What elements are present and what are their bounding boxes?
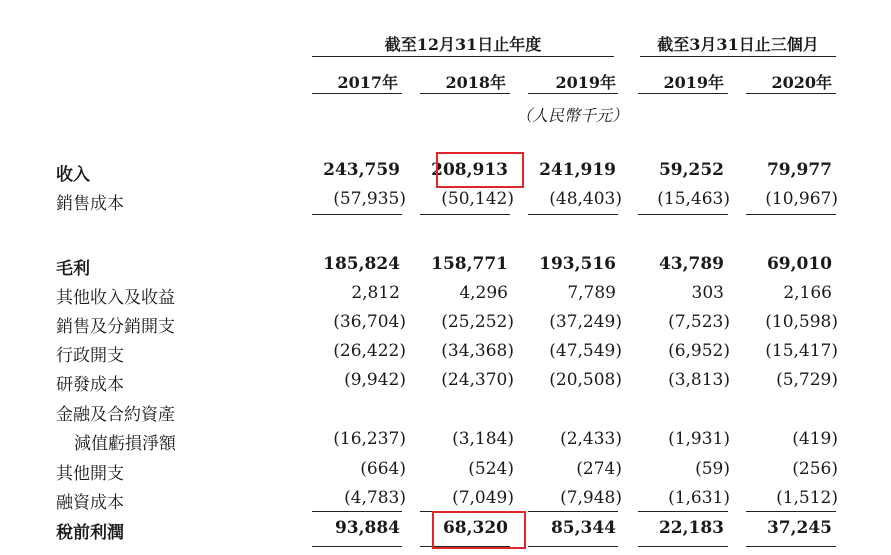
year-header-q2020: 2020年 [771, 73, 832, 92]
cell-other-expenses-2018: (524) [468, 459, 514, 479]
cell-impairment-q2020: (419) [792, 429, 838, 449]
cell-profit-before-tax-q2020: 37,245 [766, 518, 832, 538]
row-label-financial-contract-assets: 金融及合約資產 [56, 405, 175, 425]
cell-admin-expenses-2017: (26,422) [333, 341, 406, 361]
subtotal-rule-2019 [528, 214, 618, 215]
cell-other-income-2018: 4,296 [459, 283, 508, 303]
row-label-other-expenses: 其他開支 [56, 464, 124, 484]
cell-selling-expenses-2019: (37,249) [549, 312, 622, 332]
row-label-rnd-costs: 研發成本 [56, 375, 124, 395]
highlight-box-profit-2018 [432, 511, 526, 549]
bottom-rule-q2020 [746, 546, 836, 547]
cell-revenue-2019: 241,919 [539, 160, 616, 180]
row-label-other-income: 其他收入及收益 [56, 288, 175, 308]
cell-revenue-q2020: 79,977 [766, 160, 832, 180]
cell-rnd-costs-2017: (9,942) [344, 370, 406, 390]
cell-rnd-costs-2019: (20,508) [549, 370, 622, 390]
cell-other-expenses-2019: (274) [576, 459, 622, 479]
row-label-revenue: 收入 [56, 165, 90, 185]
cell-cost-of-sales-2018: (50,142) [441, 189, 514, 209]
cell-gross-profit-2019: 193,516 [539, 254, 616, 274]
cell-other-expenses-2017: (664) [360, 459, 406, 479]
row-label-selling-expenses: 銷售及分銷開支 [56, 317, 175, 337]
cell-admin-expenses-q2019: (6,952) [668, 341, 730, 361]
year-header-2018: 2018年 [445, 73, 506, 92]
subtotal-rule-2017 [312, 214, 402, 215]
cell-gross-profit-2017: 185,824 [323, 254, 400, 274]
year-header-2019: 2019年 [555, 73, 616, 92]
cell-rnd-costs-2018: (24,370) [441, 370, 514, 390]
cell-cost-of-sales-2017: (57,935) [333, 189, 406, 209]
highlight-box-revenue-2018 [436, 152, 524, 188]
year-rule-q2019 [638, 93, 728, 94]
header-year-group: 截至12月31日止年度 [384, 35, 542, 54]
cell-profit-before-tax-2018: 68,320 [442, 518, 508, 538]
cell-other-income-q2019: 303 [691, 283, 724, 303]
cell-profit-before-tax-2019: 85,344 [550, 518, 616, 538]
cell-cost-of-sales-q2019: (15,463) [657, 189, 730, 209]
row-label-finance-costs: 融資成本 [56, 493, 124, 513]
row-label-admin-expenses: 行政開支 [56, 346, 124, 366]
cell-profit-before-tax-2017: 93,884 [334, 518, 400, 538]
cell-profit-before-tax-q2019: 22,183 [658, 518, 724, 538]
cell-finance-costs-q2020: (1,512) [776, 488, 838, 508]
cell-selling-expenses-2018: (25,252) [441, 312, 514, 332]
cell-other-income-q2020: 2,166 [783, 283, 832, 303]
cell-admin-expenses-2018: (34,368) [441, 341, 514, 361]
cell-admin-expenses-2019: (47,549) [549, 341, 622, 361]
row-label-cost-of-sales: 銷售成本 [56, 194, 124, 214]
cell-cost-of-sales-q2020: (10,967) [765, 189, 838, 209]
subtotal-rule-q2019 [638, 214, 728, 215]
cell-finance-costs-q2019: (1,631) [668, 488, 730, 508]
bottom-rule-2019 [528, 546, 618, 547]
total-rule-2017 [312, 511, 402, 512]
cell-impairment-2019: (2,433) [560, 429, 622, 449]
cell-selling-expenses-q2020: (10,598) [765, 312, 838, 332]
total-rule-2019 [528, 511, 618, 512]
total-rule-q2020 [746, 511, 836, 512]
row-label-profit-before-tax: 稅前利潤 [56, 523, 124, 543]
cell-impairment-q2019: (1,931) [668, 429, 730, 449]
cell-finance-costs-2017: (4,783) [344, 488, 406, 508]
cell-other-income-2019: 7,789 [567, 283, 616, 303]
cell-finance-costs-2018: (7,049) [452, 488, 514, 508]
cell-impairment-2017: (16,237) [333, 429, 406, 449]
cell-rnd-costs-q2020: (5,729) [776, 370, 838, 390]
year-rule-2018 [420, 93, 510, 94]
row-label-impairment-losses: 減值虧損淨額 [74, 434, 176, 454]
cell-gross-profit-q2020: 69,010 [766, 254, 832, 274]
subtotal-rule-2018 [420, 214, 510, 215]
cell-cost-of-sales-2019: (48,403) [549, 189, 622, 209]
year-rule-2019 [528, 93, 618, 94]
currency-unit: （人民幣千元） [516, 106, 629, 125]
cell-impairment-2018: (3,184) [452, 429, 514, 449]
bottom-rule-2017 [312, 546, 402, 547]
cell-selling-expenses-q2019: (7,523) [668, 312, 730, 332]
year-rule-2017 [312, 93, 402, 94]
cell-admin-expenses-q2020: (15,417) [765, 341, 838, 361]
cell-revenue-2018: 208,913 [431, 160, 508, 180]
year-header-q2019: 2019年 [663, 73, 724, 92]
subtotal-rule-q2020 [746, 214, 836, 215]
cell-selling-expenses-2017: (36,704) [333, 312, 406, 332]
cell-gross-profit-2018: 158,771 [431, 254, 508, 274]
cell-revenue-q2019: 59,252 [658, 160, 724, 180]
total-rule-q2019 [638, 511, 728, 512]
header-quarter-group-rule [640, 56, 836, 57]
bottom-rule-q2019 [638, 546, 728, 547]
header-year-group-rule [312, 56, 614, 57]
cell-finance-costs-2019: (7,948) [560, 488, 622, 508]
cell-other-expenses-q2019: (59) [695, 459, 730, 479]
cell-revenue-2017: 243,759 [323, 160, 400, 180]
cell-gross-profit-q2019: 43,789 [658, 254, 724, 274]
cell-other-income-2017: 2,812 [351, 283, 400, 303]
cell-rnd-costs-q2019: (3,813) [668, 370, 730, 390]
cell-other-expenses-q2020: (256) [792, 459, 838, 479]
year-header-2017: 2017年 [337, 73, 398, 92]
row-label-gross-profit: 毛利 [56, 259, 90, 279]
year-rule-q2020 [746, 93, 836, 94]
header-quarter-group: 截至3月31日止三個月 [657, 35, 819, 54]
